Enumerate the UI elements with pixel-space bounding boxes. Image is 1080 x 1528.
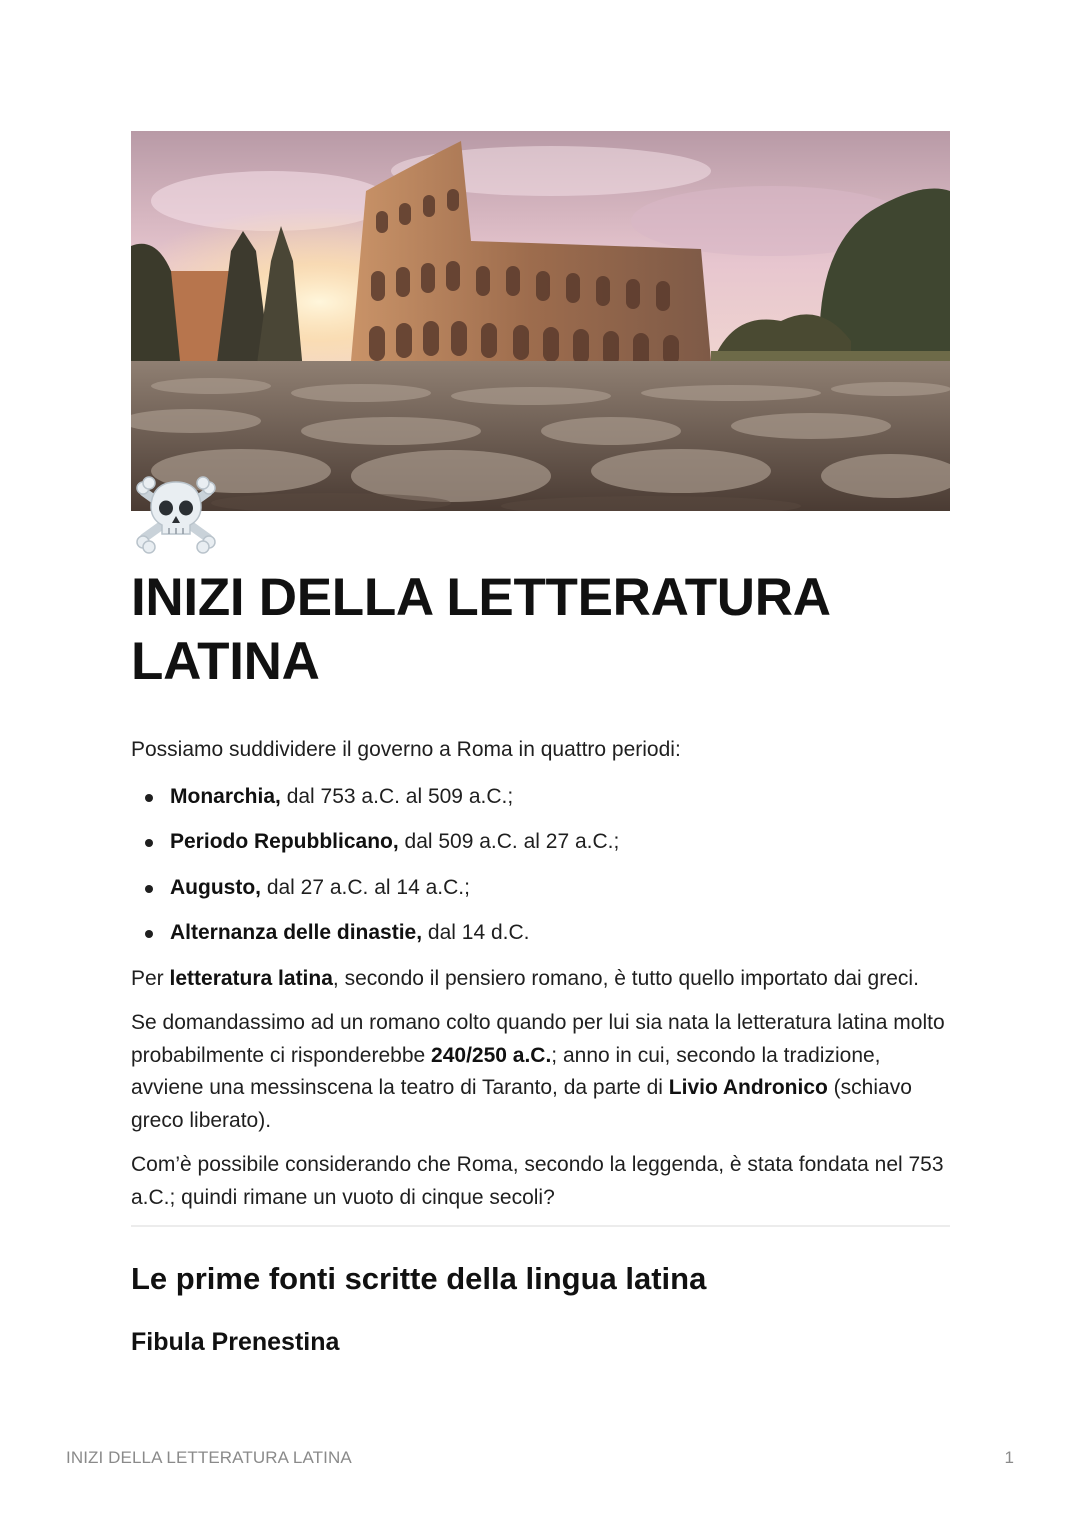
periods-list xyxy=(131,781,951,963)
section-heading: Le prime fonti scritte della lingua latina xyxy=(131,1261,707,1296)
bullet xyxy=(145,794,153,802)
text-run: Se domandassimo ad un romano colto quando per lui sia nata la letteratura latina molto probabilmente ci risponderebbe xyxy=(131,1011,945,1067)
paragraph-letteratura xyxy=(131,963,951,996)
divider xyxy=(131,1225,950,1227)
bullet xyxy=(145,885,153,893)
period-name: Alternanza delle dinastie, xyxy=(170,921,423,944)
text-run: , secondo il pensiero romano, è tutto quello importato dai greci. xyxy=(332,966,919,990)
bold-name: Livio Andronico xyxy=(668,1076,828,1099)
paragraph-question: Com’è possibile considerando che Roma, secondo la leggenda, è stata fondata nel 753 a.C.; quindi rimane un vuoto di cinque secoli? xyxy=(131,1153,944,1209)
intro-paragraph: Possiamo suddividere il governo a Roma in quattro periodi: xyxy=(131,738,681,761)
page-number: 1 xyxy=(1004,1448,1014,1467)
subsection-heading: Fibula Prenestina xyxy=(131,1328,340,1356)
bold-term: letteratura latina xyxy=(169,966,333,990)
document-body xyxy=(131,734,951,1214)
text-run: (schiavo greco liberato). xyxy=(131,1076,912,1132)
skull-and-crossbones-icon xyxy=(134,472,218,556)
footer-title: INIZI DELLA LETTERATURA LATINA xyxy=(66,1448,352,1467)
paragraph-livio xyxy=(131,1007,951,1137)
list-item xyxy=(131,781,951,827)
text-run: ; anno in cui, secondo la tradizione, avviene una messinscena la teatro di Taranto, da parte di xyxy=(131,1043,881,1099)
period-name: Augusto, xyxy=(170,875,261,899)
period-name: Periodo Repubblicano, xyxy=(170,830,399,853)
text-run: Per xyxy=(131,966,170,990)
bold-date: 240/250 a.C. xyxy=(431,1043,552,1067)
cover-image xyxy=(131,131,950,511)
period-dates: dal 27 a.C. al 14 a.C.; xyxy=(260,875,470,899)
period-dates: dal 14 d.C. xyxy=(422,921,530,944)
page-title: INIZI DELLA LETTERATURA LATINA xyxy=(131,568,829,691)
period-dates: dal 509 a.C. al 27 a.C.; xyxy=(398,830,620,853)
period-name: Monarchia, xyxy=(170,784,281,808)
list-item xyxy=(131,826,951,872)
bullet xyxy=(145,930,153,938)
list-item xyxy=(131,872,951,918)
period-dates: dal 753 a.C. al 509 a.C.; xyxy=(280,784,514,808)
list-item xyxy=(131,917,951,963)
bullet xyxy=(145,839,153,847)
